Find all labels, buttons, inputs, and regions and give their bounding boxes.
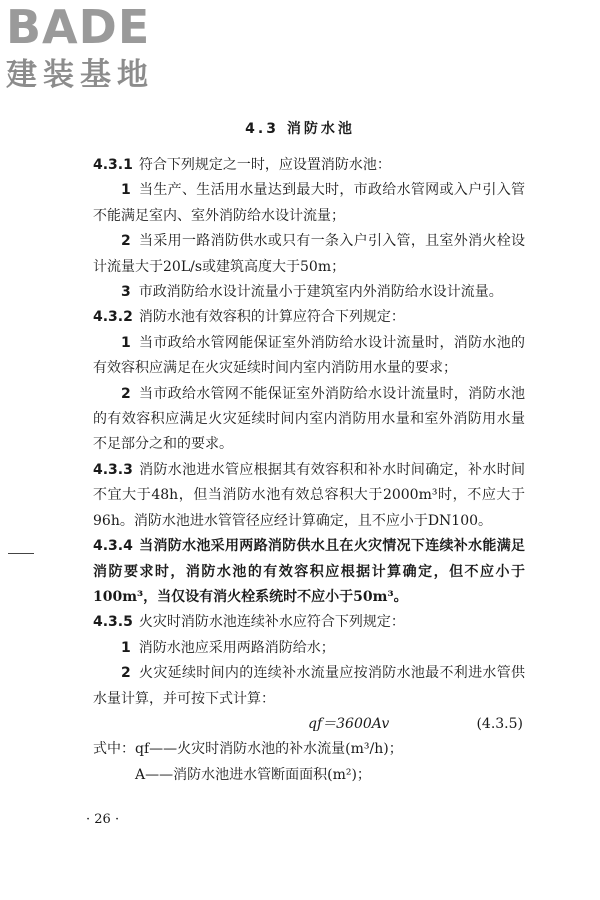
list-item: 2 火灾延续时间内的连续补水流量应按消防水池最不利进水管供水量计算，并可按下式计算： — [93, 665, 525, 707]
clause-number: 4.3.1 — [93, 157, 133, 173]
definition: A——消防水池进水管断面面积(m²)； — [135, 766, 371, 783]
clause-number: 4.3.4 — [93, 538, 133, 555]
clause-4-3-5 — [93, 610, 525, 635]
margin-mark — [8, 553, 34, 554]
formula-expression: qf＝3600Av — [308, 715, 390, 732]
clause-number: 4.3.5 — [93, 614, 133, 631]
clause-text: 消防水池有效容积的计算应符合下列规定： — [138, 309, 405, 326]
logo-word: BADE — [6, 0, 151, 54]
clause-text: 消防水池进水管应根据其有效容积和补水时间确定，补水时间不宜大于48h，但当消防水池有效总容积大于2000m³时，不应大于96h。消防水池进水管管径应经计算确定，且不应小于DN100。 — [93, 461, 525, 529]
page-number: · 26 · — [86, 812, 120, 827]
list-item: 1 当生产、生活用水量达到最大时，市政给水管网或入户引入管不能满足室内、室外消防给水设计流量； — [93, 182, 525, 224]
formula-number: (4.3.5) — [476, 715, 523, 732]
clause-number: 4.3.3 — [93, 461, 133, 478]
clause-4-3-1 — [93, 153, 525, 178]
clause-4-3-3 — [93, 458, 525, 534]
list-item: 3 市政消防给水设计流量小于建筑室内外消防给水设计流量。 — [121, 284, 503, 301]
clause-text: 当消防水池采用两路消防供水且在火灾情况下连续补水能满足消防要求时，消防水池的有效容积应根据计算确定，但不应小于100m³，当仅设有消火栓系统时不应小于50m³。 — [93, 538, 525, 605]
definition: 式中：qf——火灾时消防水池的补水流量(m³/h)； — [93, 741, 403, 758]
clause-text: 符合下列规定之一时，应设置消防水池： — [138, 157, 391, 173]
section-title: 4.3 消防水池 — [245, 121, 355, 137]
clause-4-3-2 — [93, 305, 525, 330]
list-item: 2 当采用一路消防供水或只有一条入户引入管，且室外消火栓设计流量大于20L/s或建筑高度大于50m； — [93, 233, 525, 275]
clause-text: 火灾时消防水池连续补水应符合下列规定： — [138, 614, 405, 631]
formula-definitions — [93, 737, 525, 788]
clause-number: 4.3.2 — [93, 309, 133, 326]
page-content — [93, 153, 525, 788]
formula — [93, 712, 525, 737]
logo-chinese: 建装基地 — [6, 57, 154, 93]
list-item: 1 消防水池应采用两路消防给水； — [121, 639, 335, 656]
logo — [6, 2, 176, 98]
list-item: 1 当市政给水管网能保证室外消防给水设计流量时，消防水池的有效容积应满足在火灾延续时间内室内消防用水量的要求； — [93, 334, 525, 377]
list-item: 2 当市政给水管网不能保证室外消防给水设计流量时，消防水池的有效容积应满足火灾延续时间内室内消防用水量和室外消防用水量不足部分之和的要求。 — [93, 385, 525, 453]
clause-4-3-4 — [93, 534, 525, 610]
